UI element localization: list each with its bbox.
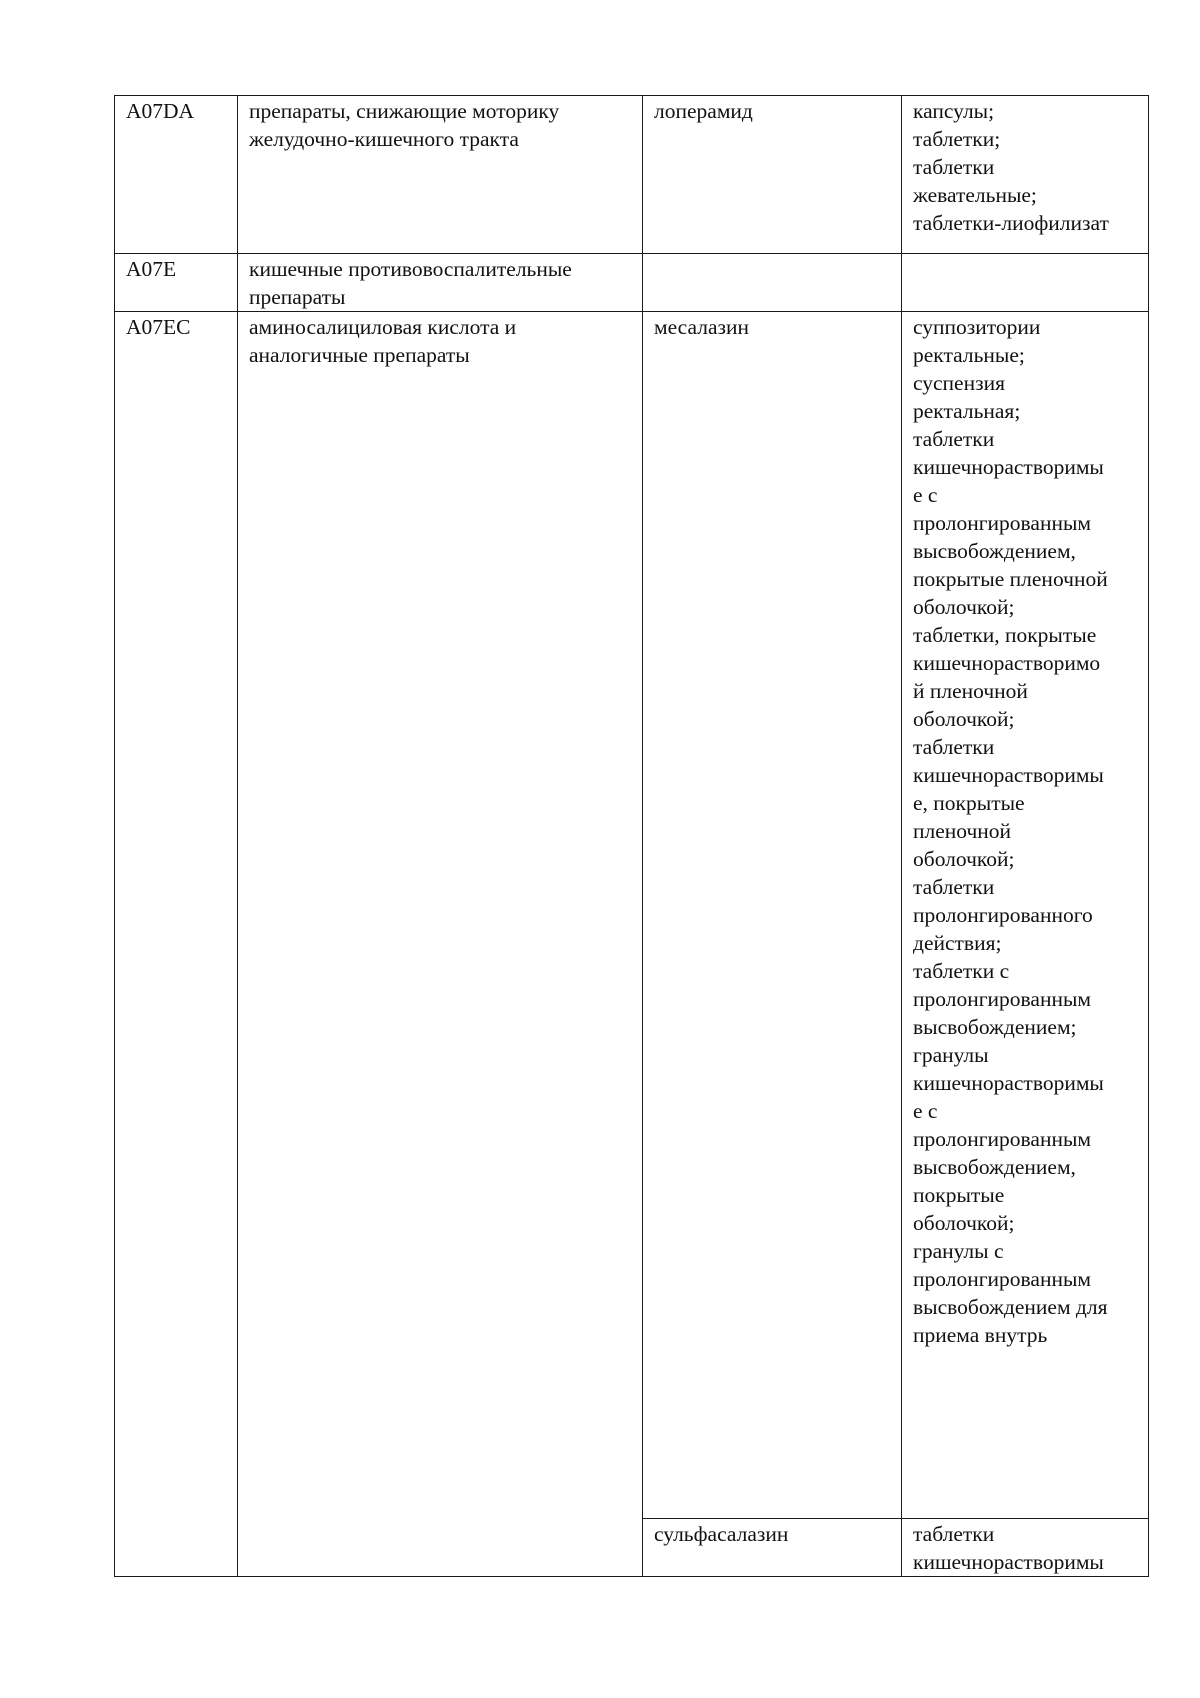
dosage-form-line: гранулы bbox=[913, 1043, 989, 1067]
dosage-form-line: пролонгированным bbox=[913, 1127, 1092, 1151]
group-line: препараты bbox=[249, 285, 346, 309]
dosage-form-line: пролонгированным bbox=[913, 1267, 1092, 1291]
dosage-form-line: пленочной bbox=[913, 819, 1012, 843]
atc-code: A07E bbox=[126, 257, 177, 281]
dosage-form-line: таблетки, покрытые bbox=[913, 623, 1097, 647]
dosage-form-line: капсулы; bbox=[913, 99, 995, 123]
dosage-form-line: кишечнорастворимы bbox=[913, 1550, 1104, 1574]
dosage-form-line: суспензия bbox=[913, 371, 1005, 395]
dosage-form-line: высвобождением для bbox=[913, 1295, 1108, 1319]
dosage-form-line: оболочкой; bbox=[913, 1211, 1015, 1235]
table-row-a07ec bbox=[115, 312, 1149, 1519]
dosage-form-line: ректальная; bbox=[913, 399, 1021, 423]
dosage-form-line: таблетки bbox=[913, 1522, 995, 1546]
dosage-form-line: кишечнорастворимы bbox=[913, 455, 1104, 479]
dosage-forms-cell bbox=[902, 1519, 1149, 1577]
dosage-form-line: покрытые bbox=[913, 1183, 1005, 1207]
dosage-form-line: ректальные; bbox=[913, 343, 1025, 367]
pharmacological-group-cell bbox=[238, 312, 643, 1577]
group-line: препараты, снижающие моторику bbox=[249, 99, 560, 123]
dosage-form-line: кишечнорастворимо bbox=[913, 651, 1101, 675]
drug-name-cell bbox=[643, 312, 902, 1519]
dosage-form-line: пролонгированным bbox=[913, 511, 1092, 535]
dosage-form-line: покрытые пленочной bbox=[913, 567, 1108, 591]
atc-code-cell bbox=[115, 312, 238, 1577]
atc-code: A07DA bbox=[126, 99, 195, 123]
pharmacological-group-cell bbox=[238, 96, 643, 254]
table-row-a07da bbox=[115, 96, 1149, 254]
dosage-form-line: суппозитории bbox=[913, 315, 1041, 339]
dosage-form-line: таблетки; bbox=[913, 127, 1001, 151]
dosage-form-line: таблетки bbox=[913, 735, 995, 759]
atc-code-cell bbox=[115, 96, 238, 254]
dosage-form-line: действия; bbox=[913, 931, 1002, 955]
dosage-form-line: оболочкой; bbox=[913, 595, 1015, 619]
table-row-a07e bbox=[115, 254, 1149, 312]
drug-name: лоперамид bbox=[654, 99, 753, 123]
dosage-form-line: высвобождением, bbox=[913, 539, 1076, 563]
dosage-form-line: оболочкой; bbox=[913, 847, 1015, 871]
drug-name-cell bbox=[643, 254, 902, 312]
dosage-form-line: кишечнорастворимы bbox=[913, 1071, 1104, 1095]
drug-classification-table bbox=[114, 95, 1149, 1577]
dosage-form-line: таблетки с bbox=[913, 959, 1010, 983]
dosage-forms-cell bbox=[902, 96, 1149, 254]
dosage-form-line: таблетки bbox=[913, 427, 995, 451]
group-line: кишечные противовоспалительные bbox=[249, 257, 572, 281]
drug-name-cell bbox=[643, 96, 902, 254]
dosage-form-line: оболочкой; bbox=[913, 707, 1015, 731]
drug-name: сульфасалазин bbox=[654, 1522, 789, 1546]
dosage-forms-cell bbox=[902, 312, 1149, 1519]
dosage-form-line: приема внутрь bbox=[913, 1323, 1048, 1347]
dosage-form-line: высвобождением, bbox=[913, 1155, 1076, 1179]
atc-code: A07EC bbox=[126, 315, 191, 339]
dosage-form-line: пролонгированного bbox=[913, 903, 1093, 927]
atc-code-cell bbox=[115, 254, 238, 312]
group-line: аналогичные препараты bbox=[249, 343, 470, 367]
dosage-form-line: е с bbox=[913, 1099, 938, 1123]
group-line: желудочно-кишечного тракта bbox=[249, 127, 519, 151]
dosage-form-line: гранулы с bbox=[913, 1239, 1004, 1263]
dosage-form-line: высвобождением; bbox=[913, 1015, 1077, 1039]
dosage-form-line: й пленочной bbox=[913, 679, 1028, 703]
dosage-form-line: е, покрытые bbox=[913, 791, 1025, 815]
dosage-form-line: жевательные; bbox=[913, 183, 1037, 207]
drug-name-cell bbox=[643, 1519, 902, 1577]
dosage-form-line: таблетки bbox=[913, 155, 995, 179]
dosage-form-line: е с bbox=[913, 483, 938, 507]
drug-name: месалазин bbox=[654, 315, 749, 339]
dosage-form-line: пролонгированным bbox=[913, 987, 1092, 1011]
dosage-form-line: таблетки-лиофилизат bbox=[913, 211, 1109, 235]
dosage-forms-cell bbox=[902, 254, 1149, 312]
group-line: аминосалициловая кислота и bbox=[249, 315, 517, 339]
dosage-form-line: кишечнорастворимы bbox=[913, 763, 1104, 787]
dosage-form-line: таблетки bbox=[913, 875, 995, 899]
pharmacological-group-cell bbox=[238, 254, 643, 312]
